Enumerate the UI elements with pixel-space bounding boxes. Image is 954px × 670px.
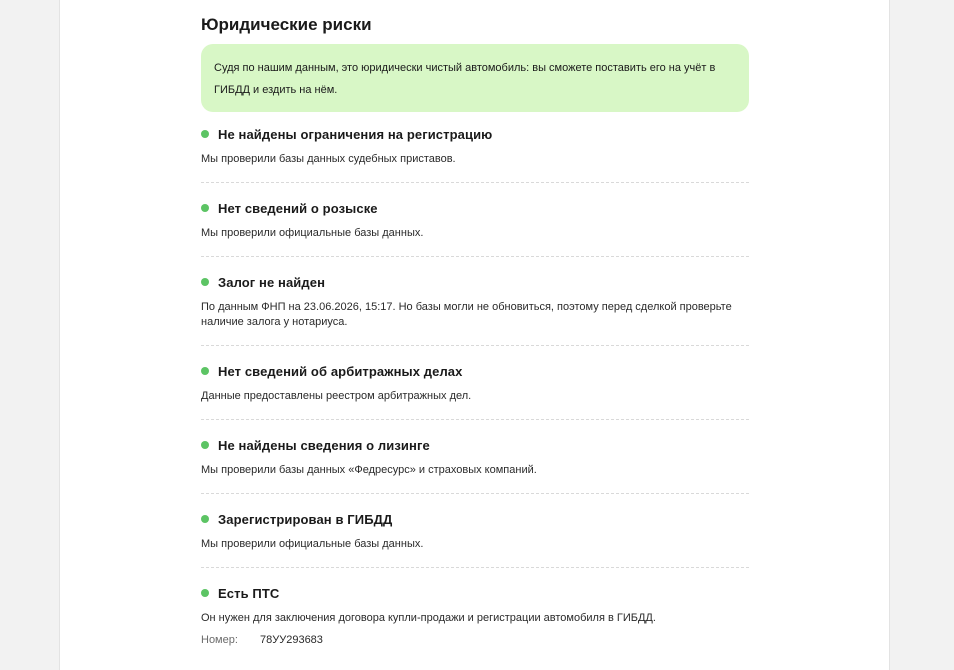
check-item-description: По данным ФНП на 23.06.2026, 15:17. Но базы могли не обновиться, поэтому перед сделкой проверьте наличие залога у нотариуса. bbox=[201, 301, 732, 328]
section-title: Юридические риски bbox=[201, 15, 372, 34]
legal-risks-section bbox=[201, 0, 749, 663]
check-list bbox=[201, 125, 749, 663]
check-item-registration-restrictions bbox=[201, 125, 749, 183]
check-item-wanted bbox=[201, 199, 749, 257]
check-item-title: Не найдены сведения о лизинге bbox=[218, 437, 430, 453]
check-item-title: Залог не найден bbox=[218, 274, 326, 290]
status-ok-dot-icon bbox=[201, 130, 209, 138]
check-item-pts bbox=[201, 584, 749, 663]
status-ok-dot-icon bbox=[201, 589, 209, 597]
pts-number-row bbox=[201, 633, 749, 648]
check-item-description: Он нужен для заключения договора купли-продажи и регистрации автомобиля в ГИБДД. bbox=[201, 612, 656, 624]
check-item-description: Мы проверили базы данных судебных приставов. bbox=[201, 153, 456, 165]
summary-banner: Судя по нашим данным, это юридически чистый автомобиль: вы сможете поставить его на учёт в ГИБДД и ездить на нём. bbox=[201, 44, 749, 112]
check-item-leasing bbox=[201, 436, 749, 494]
status-ok-dot-icon bbox=[201, 515, 209, 523]
status-ok-dot-icon bbox=[201, 441, 209, 449]
status-ok-dot-icon bbox=[201, 204, 209, 212]
check-item-description: Мы проверили официальные базы данных. bbox=[201, 227, 424, 239]
check-item-title: Зарегистрирован в ГИБДД bbox=[218, 511, 393, 527]
check-item-pledge bbox=[201, 273, 749, 346]
check-item-title: Нет сведений о розыске bbox=[218, 200, 378, 216]
check-item-description: Мы проверили базы данных «Федресурс» и страховых компаний. bbox=[201, 464, 537, 476]
check-item-description: Данные предоставлены реестром арбитражных дел. bbox=[201, 390, 472, 402]
check-item-arbitration bbox=[201, 362, 749, 420]
check-item-description: Мы проверили официальные базы данных. bbox=[201, 538, 424, 550]
check-item-gibdd-registration bbox=[201, 510, 749, 568]
pts-number-value: 78УУ293683 bbox=[260, 634, 323, 646]
check-item-title: Нет сведений об арбитражных делах bbox=[218, 363, 463, 379]
status-ok-dot-icon bbox=[201, 367, 209, 375]
status-ok-dot-icon bbox=[201, 278, 209, 286]
check-item-title: Не найдены ограничения на регистрацию bbox=[218, 126, 493, 142]
check-item-title: Есть ПТС bbox=[218, 585, 280, 601]
pts-number-label: Номер: bbox=[201, 634, 238, 646]
report-page bbox=[59, 0, 890, 670]
